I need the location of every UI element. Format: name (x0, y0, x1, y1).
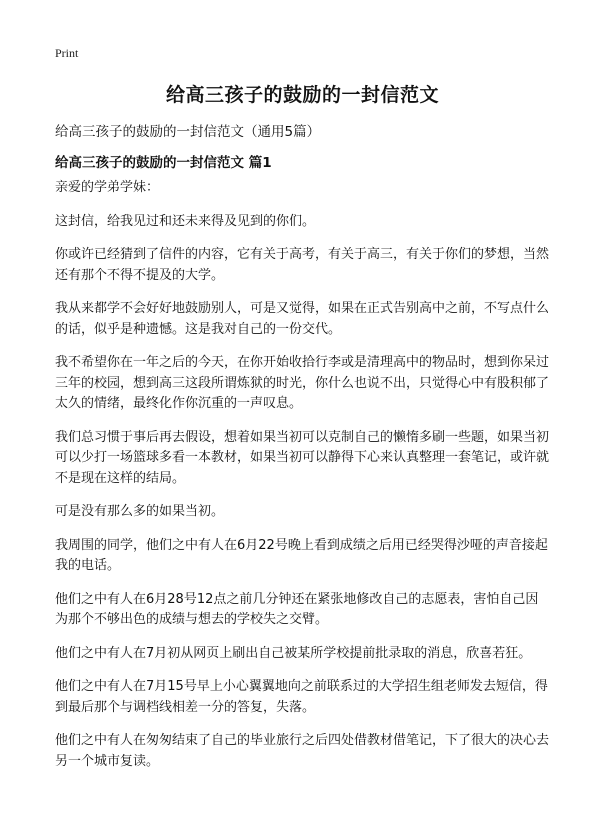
paragraph-greeting: 亲爱的学弟学妹： (55, 180, 160, 195)
paragraph: 我们总习惯于事后再去假设，想着如果当初可以克制自己的懒惰多刷一些题，如果当初可以少打一场篮球多看一本教材，如果当初可以静得下心来认真整理一套笔记，或许就不是现在这样的结局。 (55, 429, 550, 486)
paragraph: 他们之中有人在7月15号早上小心翼翼地向之前联系过的大学招生组老师发去短信，得到最后那个与调档线相差一分的答复，失落。 (55, 679, 548, 715)
paragraph: 我周围的同学，他们之中有人在6月22号晚上看到成绩之后用已经哭得沙哑的声音接起我的电话。 (55, 537, 548, 573)
paragraph: 你或许已经猜到了信件的内容，它有关于高考，有关于高三，有关于你们的梦想，当然还有那个不得不提及的大学。 (55, 247, 550, 283)
paragraph: 可是没有那么多的如果当初。 (55, 504, 225, 519)
page-title: 给高三孩子的鼓励的一封信范文 (165, 84, 439, 106)
document-subtitle: 给高三孩子的鼓励的一封信范文（通用5篇） (55, 124, 321, 140)
paragraph: 他们之中有人在7月初从网页上刷出自己被某所学校提前批录取的消息，欣喜若狂。 (55, 645, 532, 661)
paragraph: 我从来都学不会好好地鼓励别人，可是又觉得，如果在正式告别高中之前，不写点什么的话，似乎是种遗憾。这是我对自己的一份交代。 (55, 301, 550, 337)
paragraph: 他们之中有人在匆匆结束了自己的毕业旅行之后四处借教材借笔记，下了很大的决心去另一个城市复读。 (55, 733, 550, 769)
paragraph: 我不希望你在一年之后的今天，在你开始收拾行李或是清理高中的物品时，想到你呆过三年的校园，想到高三这段所谓炼狱的时光，你什么也说不出，只觉得心中有股积郁了太久的情绪，最终化作你沉重的一声叹息。 (55, 355, 550, 411)
section-heading: 给高三孩子的鼓励的一封信范文 篇1 (55, 155, 272, 171)
paragraph: 他们之中有人在6月28号12点之前几分钟还在紧张地修改自己的志愿表，害怕自己因为那个不够出色的成绩与想去的学校失之交臂。 (55, 591, 539, 627)
letter-body (55, 178, 550, 785)
print-link[interactable]: Print (55, 46, 79, 60)
paragraph: 这封信，给我见过和还未来得及见到的你们。 (55, 213, 316, 229)
